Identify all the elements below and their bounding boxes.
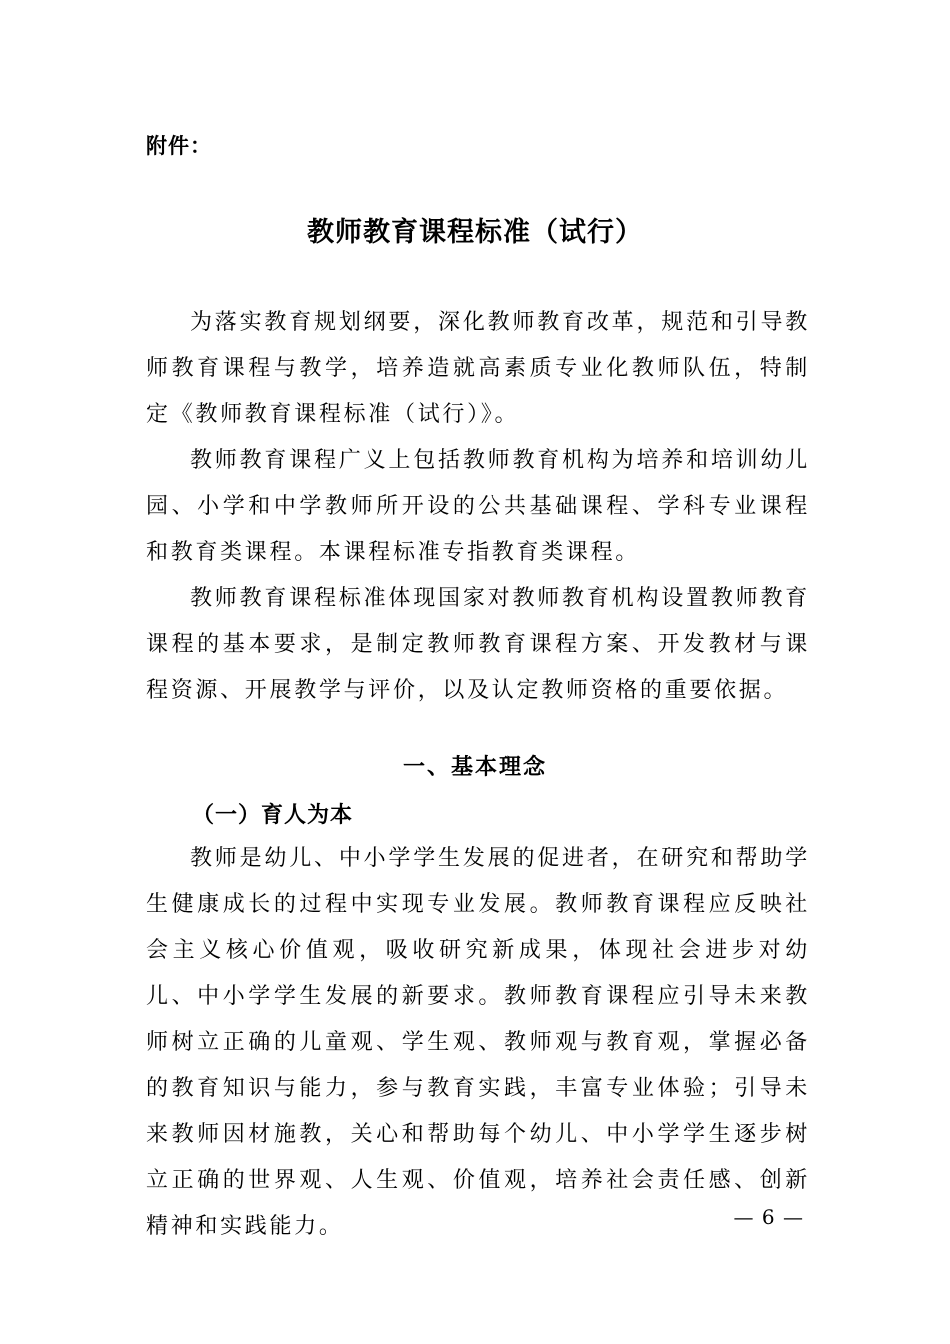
subsection-heading: （一）育人为本 xyxy=(192,803,354,828)
section-heading: 一、基本理念 xyxy=(402,755,547,780)
intro-paragraph-1: 为落实教育规划纲要，深化教师教育改革，规范和引导教师教育课程与教学，培养造就高素质专业化教师队伍，特制定《教师教育课程标准（试行）》。 xyxy=(146,310,810,427)
intro-section xyxy=(146,300,810,714)
document-title: 教师教育课程标准（试行） xyxy=(307,217,643,248)
intro-paragraph-2: 教师教育课程广义上包括教师教育机构为培养和培训幼儿园、小学和中学教师所开设的公共基础课程、学科专业课程和教育类课程。本课程标准专指教育类课程。 xyxy=(146,448,810,565)
intro-paragraph-3: 教师教育课程标准体现国家对教师教育机构设置教师教育课程的基本要求，是制定教师教育课程方案、开发教材与课程资源、开展教学与评价，以及认定教师资格的重要依据。 xyxy=(146,586,810,703)
section-body xyxy=(146,836,810,1250)
page-number: — 6 — xyxy=(733,1205,804,1229)
section-paragraph: 教师是幼儿、中小学学生发展的促进者，在研究和帮助学生健康成长的过程中实现专业发展。教师教育课程应反映社会主义核心价值观，吸收研究新成果，体现社会进步对幼儿、中小学学生发展的新要求。教师教育课程应引导未来教师树立正确的儿童观、学生观、教师观与教育观，掌握必备的教育知识与能力，参与教育实践，丰富专业体验；引导未来教师因材施教，关心和帮助每个幼儿、中小学学生逐步树立正确的世界观、人生观、价值观，培养社会责任感、创新精神和实践能力。 xyxy=(146,846,810,1239)
attachment-label: 附件： xyxy=(146,134,212,158)
